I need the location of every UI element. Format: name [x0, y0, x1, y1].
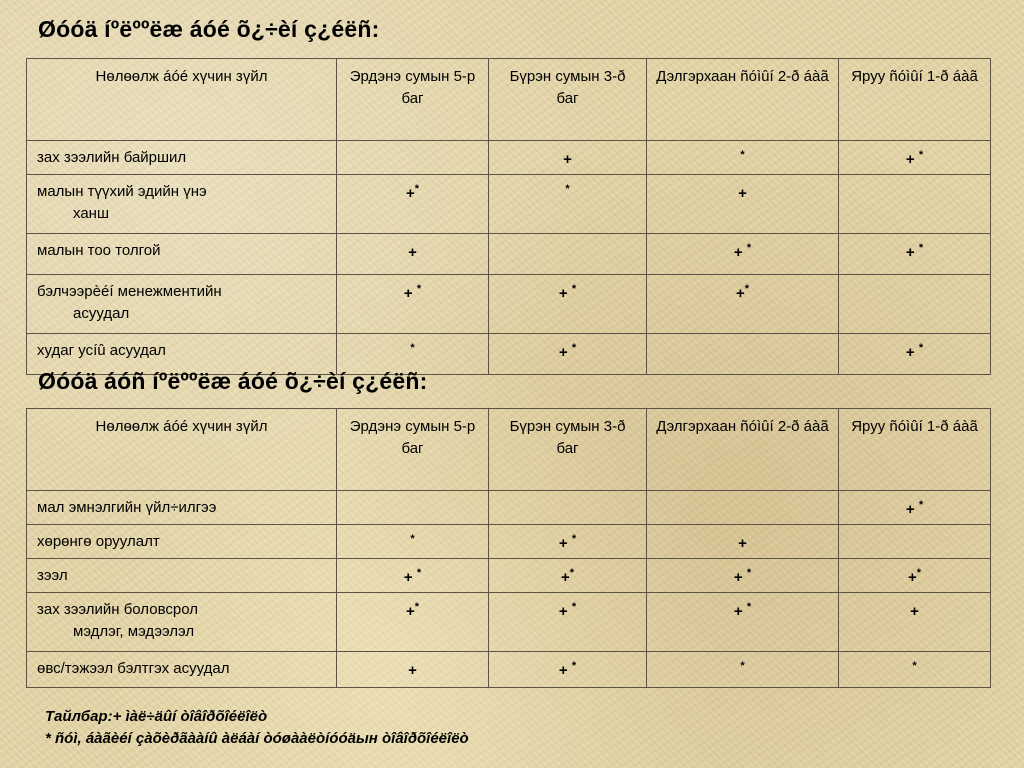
mark-cell: + *: [489, 525, 647, 559]
mark-cell: [839, 275, 991, 334]
row-label: [27, 652, 337, 688]
table-row: [27, 234, 991, 275]
mark-cell: *: [337, 334, 489, 375]
row-label: [27, 593, 337, 652]
row-label-line: хөрөнгө оруулалт: [37, 533, 160, 550]
table-header-row: [27, 409, 991, 491]
mark-cell: +: [489, 141, 647, 175]
column-header-delgerkhaan: Дэлгэрхаан ñóìûí 2-ð áàã: [647, 59, 839, 141]
row-label-line: бэлчээрèéí менежментийн: [37, 283, 222, 300]
row-label-line: малын түүхий эдийн үнэ: [37, 183, 207, 200]
row-label-line: зээл: [37, 567, 68, 584]
mark-cell: + *: [489, 593, 647, 652]
row-label-line: өвс/тэжээл бэлтгэх асуудал: [37, 660, 230, 677]
mark-cell: + *: [647, 234, 839, 275]
legend-note-plus: Тайлбар:+ ìàë÷äûí òîâîðõîéëîëò: [45, 708, 268, 725]
mark-cell: +: [647, 525, 839, 559]
column-header-buren: Бүрэн сумын 3-ð баг: [489, 59, 647, 141]
table-row: [27, 652, 991, 688]
table-row: [27, 559, 991, 593]
mark-cell: +*: [489, 559, 647, 593]
section-title-1: Øóóä íºëººëæ áóé õ¿÷èí ç¿éëñ:: [38, 16, 380, 42]
table-row: [27, 593, 991, 652]
mark-cell: + *: [489, 334, 647, 375]
mark-cell: +: [337, 652, 489, 688]
factors-table-2: [26, 408, 991, 688]
mark-cell: +*: [647, 275, 839, 334]
factors-table-1: [26, 58, 991, 375]
mark-cell: *: [647, 141, 839, 175]
mark-cell: [337, 141, 489, 175]
mark-cell: *: [489, 175, 647, 234]
mark-cell: + *: [647, 559, 839, 593]
row-label-line: мэдлэг, мэдээлэл: [73, 623, 195, 640]
mark-cell: + *: [489, 652, 647, 688]
mark-cell: + *: [839, 141, 991, 175]
mark-cell: [337, 491, 489, 525]
column-header-erdene: Эрдэнэ сумын 5-р баг: [337, 59, 489, 141]
row-label: [27, 525, 337, 559]
mark-cell: [647, 491, 839, 525]
row-label-line: асуудал: [73, 305, 130, 322]
column-header-factor: Нөлөөлж áóé хүчин зүйл: [27, 59, 337, 141]
legend-note-star: * ñóì, áàãèéí çàõèðãààíû àëáàí òóøààëòíóóäын òîâîðõîéëîëò: [45, 730, 469, 747]
mark-cell: +*: [337, 593, 489, 652]
table-row: [27, 525, 991, 559]
mark-cell: +: [647, 175, 839, 234]
mark-cell: [839, 175, 991, 234]
row-label-line: зах зээлийн байршил: [37, 149, 187, 166]
column-header-delgerkhaan: Дэлгэрхаан ñóìûí 2-ð áàã: [647, 409, 839, 491]
column-header-factor: Нөлөөлж áóé хүчин зүйл: [27, 409, 337, 491]
table-row: [27, 141, 991, 175]
row-label-line: ханш: [73, 205, 109, 222]
column-header-erdene: Эрдэнэ сумын 5-р баг: [337, 409, 489, 491]
row-label-line: зах зээлийн боловсрол: [37, 601, 198, 618]
mark-cell: *: [839, 652, 991, 688]
row-label: [27, 175, 337, 234]
row-label-line: малын тоо толгой: [37, 242, 161, 259]
mark-cell: *: [337, 525, 489, 559]
row-label: [27, 275, 337, 334]
column-header-yaruu: Яруу ñóìûí 1-ð áàã: [839, 409, 991, 491]
column-header-buren: Бүрэн сумын 3-ð баг: [489, 409, 647, 491]
mark-cell: + *: [647, 593, 839, 652]
row-label: [27, 141, 337, 175]
mark-cell: [489, 491, 647, 525]
mark-cell: [839, 525, 991, 559]
mark-cell: [647, 334, 839, 375]
column-header-yaruu: Яруу ñóìûí 1-ð áàã: [839, 59, 991, 141]
mark-cell: + *: [337, 275, 489, 334]
table-row: [27, 491, 991, 525]
mark-cell: +: [839, 593, 991, 652]
row-label-line: худаг усíû асуудал: [37, 342, 166, 359]
mark-cell: +*: [839, 559, 991, 593]
mark-cell: +: [337, 234, 489, 275]
row-label: [27, 491, 337, 525]
mark-cell: + *: [839, 234, 991, 275]
mark-cell: +*: [337, 175, 489, 234]
mark-cell: [489, 234, 647, 275]
table-header-row: [27, 59, 991, 141]
row-label-line: мал эмнэлгийн үйл÷илгээ: [37, 499, 217, 516]
mark-cell: + *: [839, 491, 991, 525]
mark-cell: + *: [337, 559, 489, 593]
mark-cell: + *: [489, 275, 647, 334]
section-title-2: Øóóä áóñ íºëººëæ áóé õ¿÷èí ç¿éëñ:: [38, 368, 428, 394]
row-label: [27, 559, 337, 593]
table-row: [27, 175, 991, 234]
table-row: [27, 275, 991, 334]
row-label: [27, 234, 337, 275]
mark-cell: + *: [839, 334, 991, 375]
mark-cell: *: [647, 652, 839, 688]
